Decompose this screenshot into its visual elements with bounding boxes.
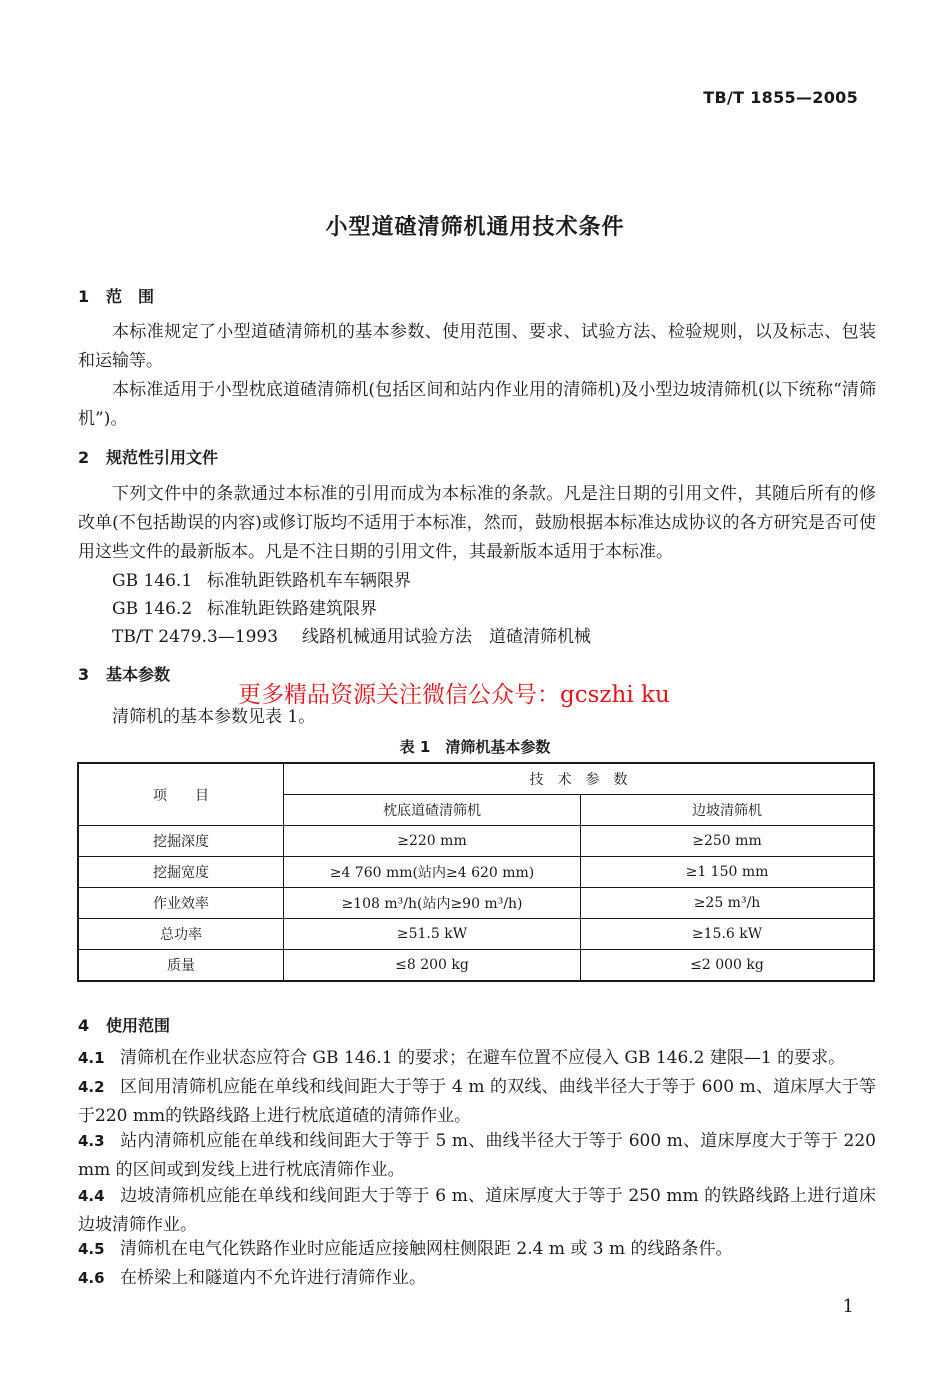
row-value-slope: ≥250 mm [581, 826, 875, 857]
clause-number: 4.5 [78, 1240, 105, 1258]
clause-text: 清筛机在作业状态应符合 GB 146.1 的要求；在避车位置不应侵入 GB 146.2 建限—1 的要求。 [120, 1048, 846, 1068]
reference-item [112, 622, 591, 647]
section-1-heading [78, 284, 154, 307]
row-value-sleeper: ≥4 760 mm(站内≥4 620 mm) [284, 857, 581, 888]
section-title: 规范性引用文件 [106, 448, 219, 467]
header-item: 项 目 [78, 763, 284, 826]
section-4-heading [78, 1013, 170, 1036]
section-title: 范 围 [106, 287, 155, 306]
row-item: 挖掘深度 [78, 826, 284, 857]
row-item: 挖掘宽度 [78, 857, 284, 888]
page-number: 1 [842, 1296, 854, 1317]
clause-4-2 [78, 1073, 876, 1131]
watermark-text: 更多精品资源关注微信公众号：gcszhi ku [238, 682, 670, 708]
section-number: 4 [78, 1016, 90, 1035]
clause-number: 4.1 [78, 1049, 105, 1067]
document-title: 小型道碴清筛机通用技术条件 [325, 215, 625, 240]
section-1-paragraph-2: 本标准适用于小型枕底道碴清筛机(包括区间和站内作业用的清筛机)及小型边坡清筛机(以下统称“清筛机”)。 [78, 380, 876, 429]
row-value-sleeper: ≥220 mm [284, 826, 581, 857]
table-row [78, 888, 874, 919]
section-3-heading [78, 662, 170, 685]
row-value-sleeper: ≥108 m³/h(站内≥90 m³/h) [284, 888, 581, 919]
clause-text: 区间用清筛机应能在单线和线间距大于等于 4 m 的双线、曲线半径大于等于 600 m、道床厚大于等于220 mm的铁路线路上进行枕底道碴的清筛作业。 [78, 1077, 876, 1126]
clause-number: 4.3 [78, 1132, 105, 1150]
reference-code: GB 146.1 [112, 571, 193, 591]
row-value-slope: ≤2 000 kg [581, 950, 875, 982]
section-number: 1 [78, 287, 90, 306]
row-item: 质量 [78, 950, 284, 982]
section-title: 使用范围 [106, 1016, 171, 1035]
reference-item [112, 566, 411, 591]
row-value-slope: ≥25 m³/h [581, 888, 875, 919]
row-value-sleeper: ≤8 200 kg [284, 950, 581, 982]
clause-4-6 [78, 1264, 876, 1293]
table-row [78, 826, 874, 857]
section-number: 2 [78, 448, 90, 467]
section-3-paragraph-1: 清筛机的基本参数见表 1。 [112, 707, 316, 727]
clause-4-5 [78, 1235, 876, 1264]
standard-code: TB/T 1855—2005 [703, 88, 858, 107]
reference-title: 线路机械通用试验方法 道碴清筛机械 [302, 627, 591, 647]
table-row [78, 857, 874, 888]
table-header-row [78, 763, 874, 795]
reference-title: 标准轨距铁路建筑限界 [207, 599, 377, 619]
row-value-slope: ≥1 150 mm [581, 857, 875, 888]
clause-number: 4.2 [78, 1078, 105, 1096]
row-item: 总功率 [78, 919, 284, 950]
reference-code: GB 146.2 [112, 599, 193, 619]
table-caption: 表 1 清筛机基本参数 [399, 738, 551, 756]
header-col-slope: 边坡清筛机 [581, 795, 875, 826]
clause-number: 4.4 [78, 1187, 105, 1205]
reference-item [112, 594, 377, 619]
clause-4-3 [78, 1127, 876, 1185]
table-row [78, 919, 874, 950]
clause-number: 4.6 [78, 1269, 105, 1287]
parameters-table [77, 762, 875, 982]
clause-text: 站内清筛机应能在单线和线间距大于等于 5 m、曲线半径大于等于 600 m、道床厚度大于等于 220 mm 的区间或到发线上进行枕底清筛作业。 [78, 1131, 876, 1180]
clause-4-4 [78, 1182, 876, 1240]
clause-text: 清筛机在电气化铁路作业时应能适应接触网柱侧限距 2.4 m 或 3 m 的线路条件。 [120, 1239, 733, 1259]
header-col-sleeper: 枕底道碴清筛机 [284, 795, 581, 826]
section-2-paragraph-1: 下列文件中的条款通过本标准的引用而成为本标准的条款。凡是注日期的引用文件，其随后所有的修改单(不包括勘误的内容)或修订版均不适用于本标准，然而，鼓励根据本标准达成协议的各方研究是否可使用这些文件的最新版本。凡是不注日期的引用文件，其最新版本适用于本标准。 [78, 484, 876, 562]
clause-text: 在桥梁上和隧道内不允许进行清筛作业。 [120, 1268, 426, 1288]
reference-title: 标准轨距铁路机车车辆限界 [207, 571, 411, 591]
table-row [78, 950, 874, 982]
section-1-paragraph-1: 本标准规定了小型道碴清筛机的基本参数、使用范围、要求、试验方法、检验规则，以及标志、包装和运输等。 [78, 322, 876, 371]
section-number: 3 [78, 665, 90, 684]
row-value-sleeper: ≥51.5 kW [284, 919, 581, 950]
header-group: 技 术 参 数 [284, 763, 875, 795]
row-value-slope: ≥15.6 kW [581, 919, 875, 950]
clause-text: 边坡清筛机应能在单线和线间距大于等于 6 m、道床厚度大于等于 250 mm 的铁路线路上进行道床边坡清筛作业。 [78, 1186, 876, 1235]
section-title: 基本参数 [106, 665, 171, 684]
row-item: 作业效率 [78, 888, 284, 919]
section-2-heading [78, 445, 218, 468]
reference-code: TB/T 2479.3—1993 [112, 627, 279, 647]
clause-4-1 [78, 1044, 876, 1073]
